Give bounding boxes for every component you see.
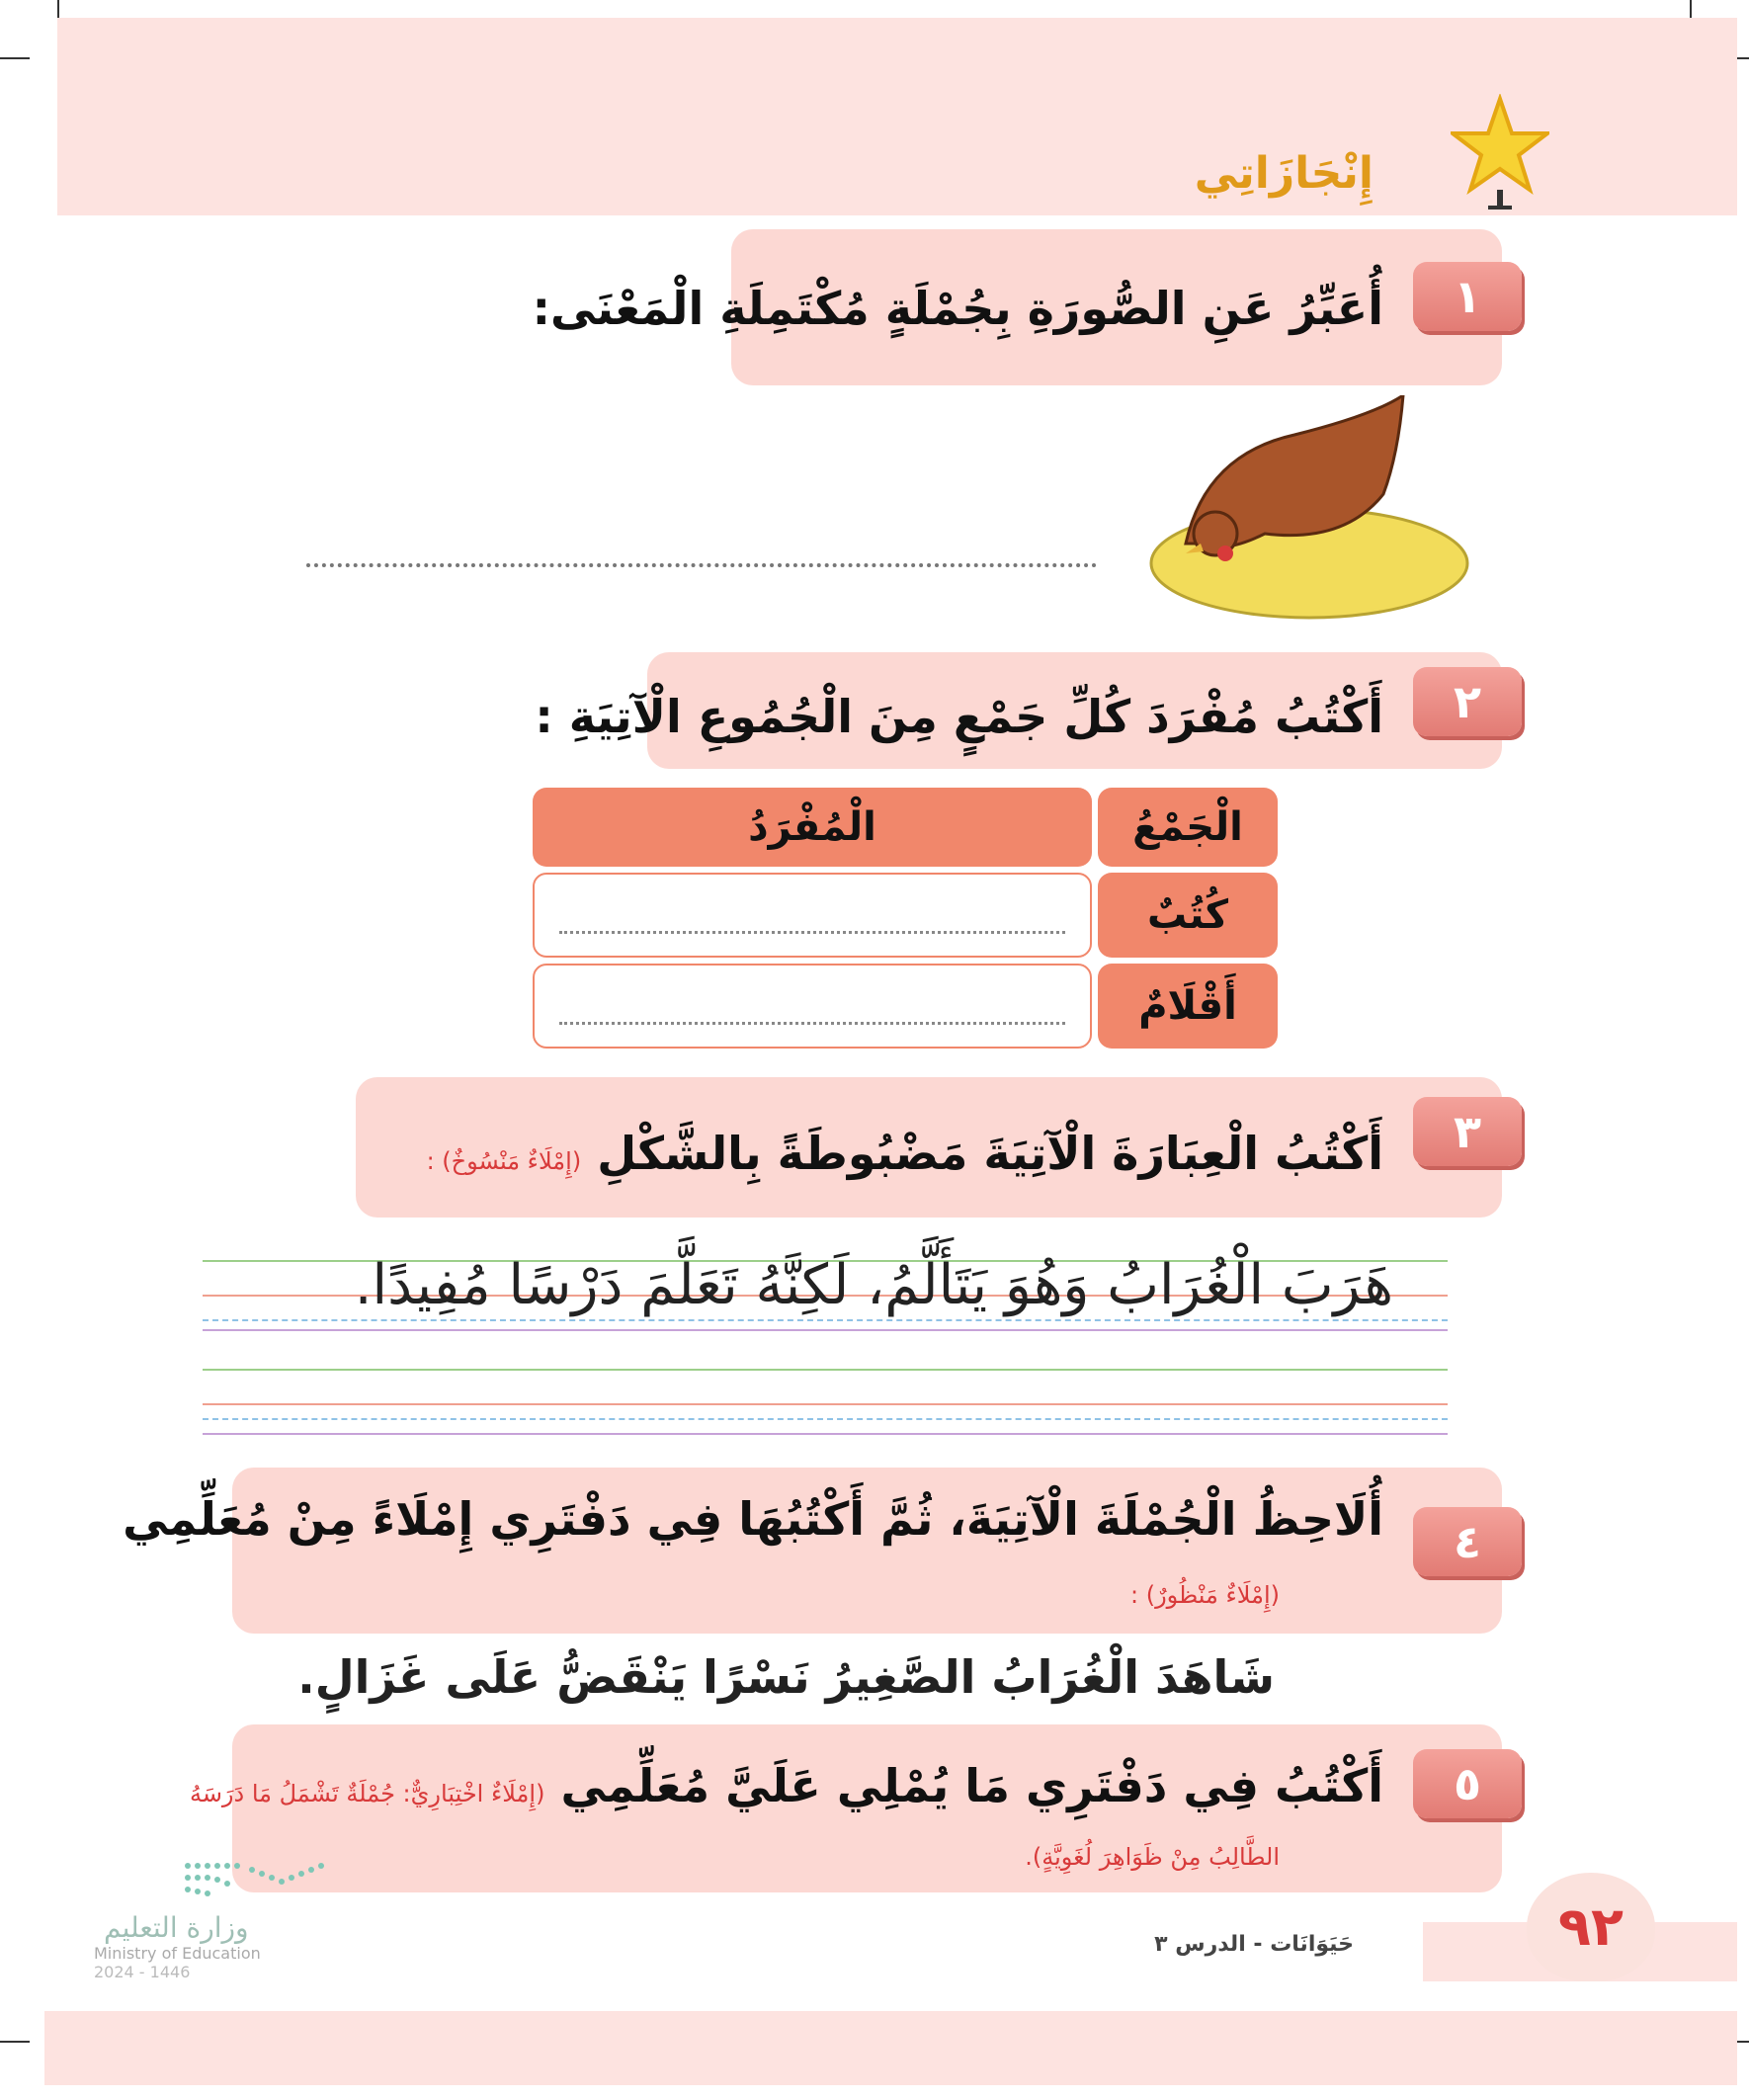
question-4-note: (إِمْلَاءٌ مَنْظُورٌ) : xyxy=(1130,1581,1280,1609)
question-3-note: (إِمْلَاءٌ مَنْسُوخٌ) : xyxy=(426,1147,582,1175)
question-3-number: ٣ xyxy=(1413,1097,1522,1166)
question-2-number: ٢ xyxy=(1413,667,1522,736)
table-header-singular: الْمُفْرَدُ xyxy=(533,788,1092,867)
question-5-text: أَكْتُبُ فِي دَفْتَرِي مَا يُمْلِي عَلَيَّ مُعَلِّمِي (إِمْلَاءٌ اخْتِبَارِيٌّ: جُمْلَةٌ تَشْمَلُ مَا دَرَسَهُ xyxy=(189,1759,1383,1812)
answer-line[interactable] xyxy=(306,563,1097,567)
answer-cell[interactable] xyxy=(533,873,1092,958)
table-row xyxy=(533,964,1278,1049)
question-4-text: أُلَاحِظُ الْجُمْلَةَ الْآتِيَةَ، ثُمَّ أَكْتُبُهَا فِي دَفْتَرِي إِمْلَاءً مِنْ مُعَلِّمِي xyxy=(123,1492,1383,1546)
question-1-text: أُعَبِّرُ عَنِ الصُّورَةِ بِجُمْلَةٍ مُكْتَمِلَةِ الْمَعْنَى: xyxy=(532,282,1383,335)
question-5-note-2: الطَّالِبُ مِنْ ظَوَاهِرَ لُغَوِيَّةٍ). xyxy=(1025,1843,1280,1871)
table-header-plural: الْجَمْعُ xyxy=(1098,788,1278,867)
plural-word: أَقْلَامٌ xyxy=(1098,964,1278,1049)
table-row xyxy=(533,873,1278,958)
sentence-q4: شَاهَدَ الْغُرَابُ الصَّغِيرُ نَسْرًا يَنْقَضُّ عَلَى غَزَالٍ. xyxy=(297,1650,1275,1704)
footer-band xyxy=(44,2011,1737,2085)
question-5-number: ٥ xyxy=(1413,1749,1522,1818)
page-title: إِنْجَازَاتِي xyxy=(1194,148,1374,199)
question-4-number: ٤ xyxy=(1413,1507,1522,1576)
ministry-logo-icon xyxy=(94,1858,351,1907)
question-1-number: ١ xyxy=(1413,262,1522,331)
page-number: ٩٢ xyxy=(1527,1873,1655,1981)
question-5-note: (إِمْلَاءٌ اخْتِبَارِيٌّ: جُمْلَةٌ تَشْمَلُ مَا دَرَسَهُ xyxy=(189,1780,545,1807)
writing-line xyxy=(203,1329,1448,1331)
ministry-name-ar: وزارة التعليم xyxy=(104,1911,249,1944)
lesson-label: حَيَوَانَات - الدرس ٣ xyxy=(1154,1932,1354,1957)
writing-line xyxy=(203,1319,1448,1321)
sentence-q3: هَرَبَ الْغُرَابُ وَهُوَ يَتَأَلَّمُ، لَكِنَّهُ تَعَلَّمَ دَرْسًا مُفِيدًا. xyxy=(354,1253,1393,1317)
edition-year: 2024 - 1446 xyxy=(94,1963,191,1981)
question-2-text: أَكْتُبُ مُفْرَدَ كُلِّ جَمْعٍ مِنَ الْجُمُوعِ الْآتِيَةِ : xyxy=(535,690,1383,743)
answer-cell[interactable] xyxy=(533,964,1092,1049)
star-icon xyxy=(1451,94,1549,212)
crop-mark xyxy=(0,57,30,59)
writing-line[interactable] xyxy=(203,1418,1448,1420)
ministry-name-en: Ministry of Education xyxy=(94,1944,261,1963)
writing-line[interactable] xyxy=(203,1369,1448,1371)
ministry-logo xyxy=(94,1858,351,1986)
hen-illustration xyxy=(1146,395,1472,632)
writing-line[interactable] xyxy=(203,1433,1448,1435)
question-3-text: أَكْتُبُ الْعِبَارَةَ الْآتِيَةَ مَضْبُوطَةً بِالشَّكْلِ (إِمْلَاءٌ مَنْسُوخٌ) : xyxy=(426,1127,1383,1180)
writing-line[interactable] xyxy=(203,1403,1448,1405)
plural-word: كُتُبٌ xyxy=(1098,873,1278,958)
plural-singular-table xyxy=(527,782,1284,1054)
crop-mark xyxy=(0,2041,30,2043)
